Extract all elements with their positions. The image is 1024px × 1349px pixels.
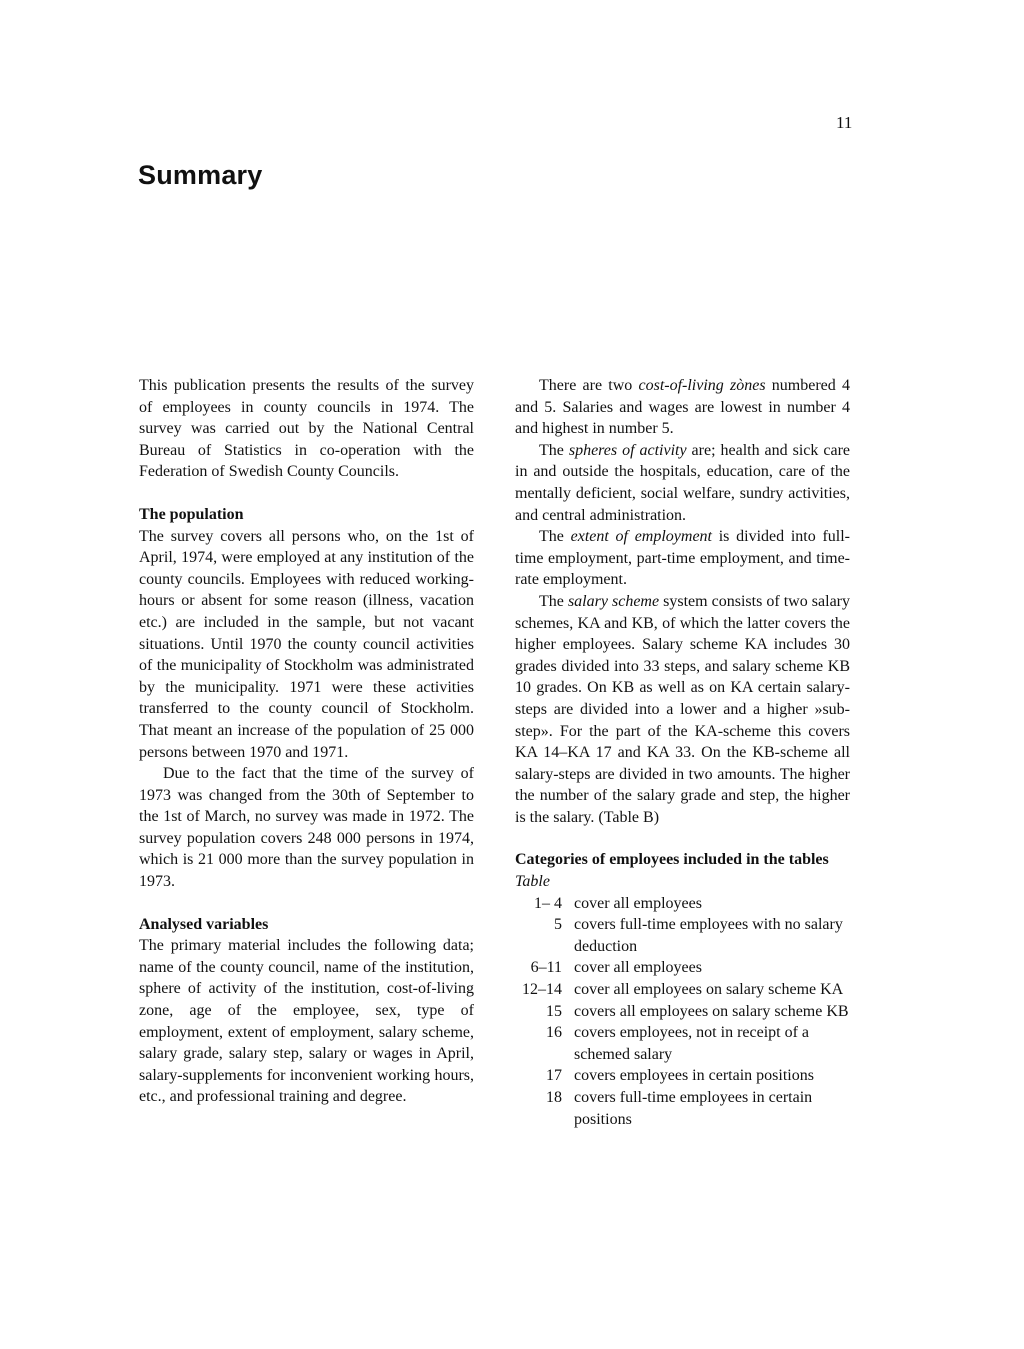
categories-table	[515, 893, 850, 1131]
salary-paragraph	[515, 591, 850, 829]
intro-paragraph: This publication presents the results of the survey of employees in county councils in 1974. The survey was carried out by the National Central Bureau of Statistics in co-operation with the Federation of Swedish County Councils.	[139, 377, 474, 481]
table-row	[515, 1001, 850, 1023]
table-description: covers full-time employees with no salary deduction	[574, 916, 843, 955]
zones-text-before: There are two	[539, 377, 639, 394]
table-row	[515, 957, 850, 979]
page-number: 11	[836, 113, 853, 132]
table-row	[515, 1065, 850, 1087]
table-description: covers full-time employees in certain positions	[574, 1089, 813, 1128]
table-row	[515, 914, 850, 957]
table-number: 15	[546, 1002, 562, 1020]
table-number: 6–11	[530, 959, 562, 977]
extent-text-after: is divided into full-time employment, part-time employment, and time-rate employment.	[515, 528, 851, 589]
table-description: covers all employees on salary scheme KB	[574, 1002, 849, 1020]
spheres-term: spheres of activity	[568, 441, 687, 459]
extent-term: extent of employment	[570, 528, 713, 546]
extent-text-before: The	[539, 528, 571, 546]
right-column	[515, 375, 850, 1130]
zones-paragraph	[515, 375, 850, 440]
table-description: cover all employees	[574, 959, 702, 977]
population-paragraph-2: Due to the fact that the time of the survey of 1973 was changed from the 30th of September to the 1st of March, no survey was made in 1972. The survey population covers 248 000 persons in 1974, which is 21 000 more than the survey population in 1973.	[139, 765, 474, 891]
salary-term: salary scheme	[567, 592, 660, 610]
table-description: cover all employees	[574, 894, 702, 912]
left-column	[139, 375, 474, 1108]
salary-text-before: The	[539, 592, 568, 610]
population-paragraph-1: The survey covers all persons who, on the 1st of April, 1974, were employed at any institution of the county councils. Employees with reduced working-hours or absent for some reason (illness, vacation etc.) are included in the sample, but not vacant situations. Until 1970 the county council activities of the municipality of Stockholm was administrated by the municipality. 1971 were these activities transferred to the county council of Stockholm. That meant an increase of the population of 25 000 persons between 1970 and 1971.	[139, 527, 474, 761]
categories-heading: Categories of employees included in the tables	[515, 851, 829, 869]
table-row	[515, 979, 850, 1001]
variables-heading: Analysed variables	[139, 915, 269, 933]
table-number: 16	[546, 1024, 562, 1042]
table-number: 18	[546, 1089, 562, 1106]
table-row	[515, 1087, 850, 1130]
table-number: 17	[546, 1067, 562, 1085]
spheres-text-after: are; health and sick care in and outside the hospitals, education, care of the mentally deficient, social welfare, sundry activities, and central administration.	[515, 441, 850, 524]
table-description: covers employees in certain positions	[574, 1067, 814, 1085]
spheres-text-before: The	[539, 441, 569, 459]
extent-paragraph	[515, 526, 850, 591]
table-number: 1– 4	[534, 894, 562, 912]
population-heading: The population	[139, 505, 244, 523]
zones-term: cost-of-living zònes	[638, 377, 766, 394]
table-number: 5	[554, 916, 562, 934]
variables-paragraph: The primary material includes the following data; name of the county council, name of the institution, sphere of activity of the institution, cost-of-living zone, age of the employee, sex, type of employment, extent of employment, salary scheme, salary grade, salary step, salary or wages in April, salary-supplements for inconvenient working hours, etc., and professional training and degree.	[139, 937, 474, 1106]
table-row	[515, 893, 850, 915]
table-description: cover all employees on salary scheme KA	[574, 981, 844, 999]
spheres-paragraph	[515, 440, 850, 526]
table-description: covers employees, not in receipt of a schemed salary	[574, 1024, 810, 1063]
zones-text-after: numbered 4 and 5. Salaries and wages are lowest in number 4 and highest in number 5.	[515, 377, 850, 438]
table-number: 12–14	[522, 981, 562, 999]
table-row	[515, 1022, 850, 1065]
table-label: Table	[515, 873, 550, 891]
page-title: Summary	[138, 160, 263, 190]
salary-text-after: system consists of two salary schemes, KA and KB, of which the latter covers the higher employees. Salary scheme KA includes 30 grades divided into 33 steps, and salary scheme KB 10 grades. On KB as well as on KA certain salary-steps are divided into a lower and a higher »sub-step». For the part of the KA-scheme this covers KA 14–KA 17 and KA 33. On the KB-scheme all salary-steps are divided in two amounts. The higher the number of the salary grade and step, the higher is the salary. (Table B)	[515, 592, 850, 826]
